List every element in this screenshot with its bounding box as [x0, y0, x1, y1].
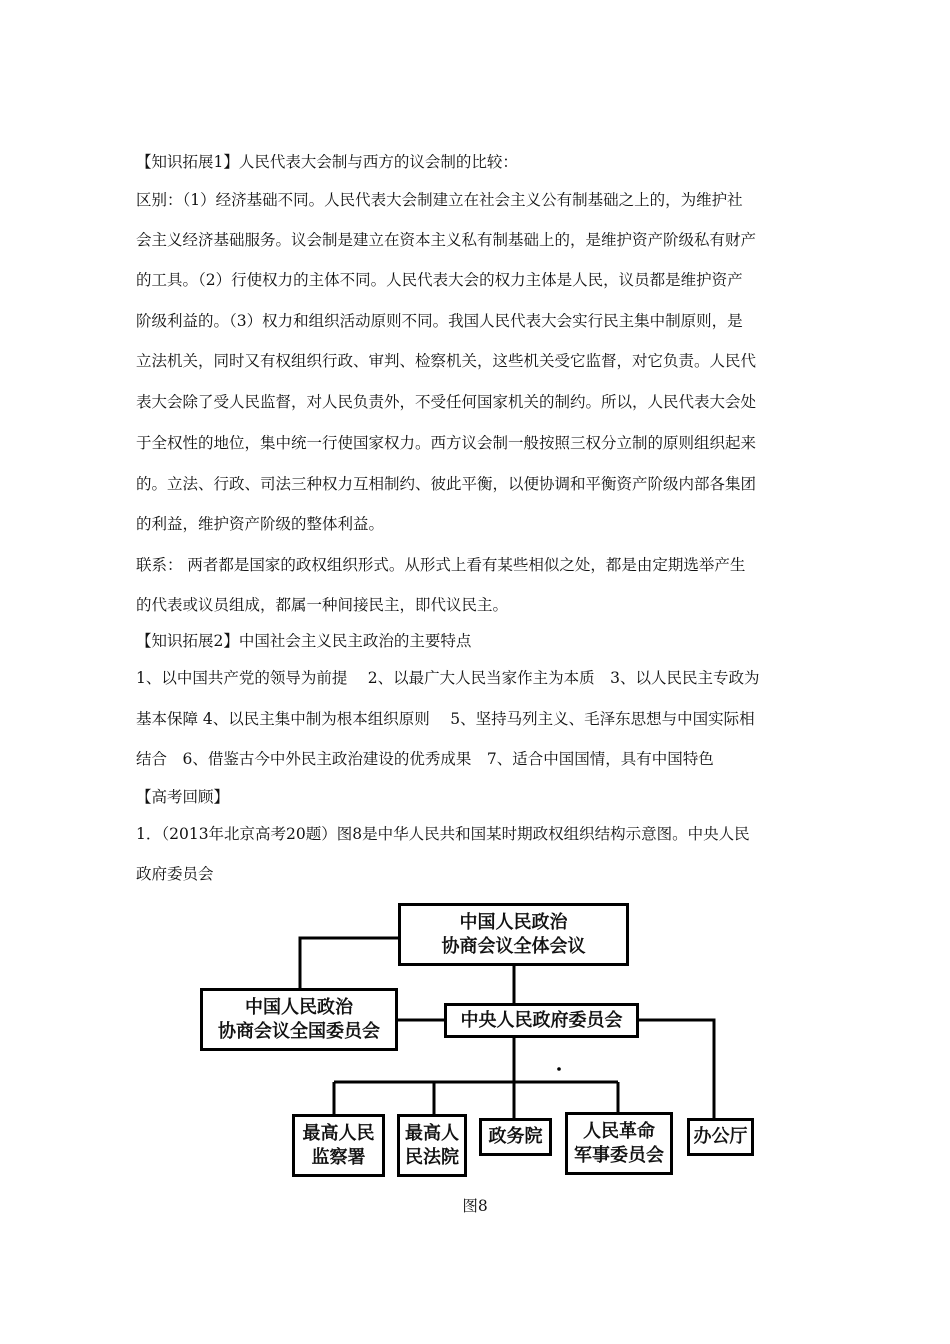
heading-extension-1: 【知识拓展1】人民代表大会制与西方的议会制的比较：	[136, 153, 518, 171]
text-line: 于全权性的地位，集中统一行使国家权力。西方议会制一般按照三权分立制的原则组织起来	[136, 434, 757, 452]
box-central-government-council	[444, 1003, 639, 1038]
box-supreme-court	[397, 1114, 467, 1177]
text-line: 基本保障 4、以民主集中制为根本组织原则 5、坚持马列主义、毛泽东思想与中国实际相	[136, 710, 755, 728]
box-cppcc-plenary	[398, 903, 629, 966]
text-line: 区别：（1）经济基础不同。人民代表大会制建立在社会主义公有制基础之上的，为维护社	[136, 191, 743, 209]
stray-dot	[557, 1067, 561, 1071]
text-line: 联系： 两者都是国家的政权组织形式。从形式上看有某些相似之处，都是由定期选举产生	[136, 556, 746, 574]
text-line: 表大会除了受人民监督，对人民负责外，不受任何国家机关的制约。所以，人民代表大会处	[136, 393, 757, 411]
figure-caption: 图8	[462, 1197, 488, 1215]
box-line: 军事委员会	[574, 1144, 664, 1166]
box-supreme-procuratorate	[292, 1114, 385, 1177]
text-line: 阶级利益的。（3）权力和组织活动原则不同。我国人民代表大会实行民主集中制原则，是	[136, 312, 743, 330]
box-cppcc-national-committee	[200, 988, 398, 1051]
box-line: 人民革命	[583, 1120, 655, 1142]
box-line: 民法院	[405, 1146, 459, 1168]
text-line: 1、以中国共产党的领导为前提 2、以最广大人民当家作主为本质 3、以人民民主专政为	[136, 669, 760, 687]
text-line: 会主义经济基础服务。议会制是建立在资本主义私有制基础上的，是维护资产阶级私有财产	[136, 231, 757, 249]
question-line: 政府委员会	[136, 865, 214, 883]
box-line: 中国人民政治	[459, 911, 568, 933]
box-line: 中央人民政府委员会	[460, 1009, 623, 1031]
text-line: 的。立法、行政、司法三种权力互相制约、彼此平衡，以便协调和平衡资产阶级内部各集团	[136, 475, 757, 493]
box-line: 协商会议全体会议	[441, 935, 586, 957]
heading-extension-2: 【知识拓展2】中国社会主义民主政治的主要特点	[136, 632, 472, 650]
text-line: 的代表或议员组成，都属一种间接民主，即代议民主。	[136, 596, 509, 614]
text-line: 结合 6、借鉴古今中外民主政治建设的优秀成果 7、适合中国国情，具有中国特色	[136, 750, 714, 768]
connector-top-left	[300, 938, 398, 988]
text-line: 的工具。（2）行使权力的主体不同。人民代表大会的权力主体是人民，议员都是维护资产	[136, 271, 743, 289]
box-line: 协商会议全国委员会	[218, 1020, 380, 1042]
box-general-office	[687, 1118, 754, 1156]
question-line: 1．（2013年北京高考20题）图8是中华人民共和国某时期政权组织结构示意图。中央人民	[136, 825, 750, 843]
box-line: 最高人民	[302, 1122, 375, 1144]
box-military-commission	[565, 1112, 673, 1175]
box-government-administration-council	[479, 1118, 552, 1156]
box-line: 最高人	[405, 1122, 459, 1144]
text-line: 的利益，维护资产阶级的整体利益。	[136, 515, 385, 533]
box-line: 监察署	[311, 1146, 366, 1168]
box-line: 中国人民政治	[245, 996, 353, 1018]
text-line: 立法机关，同时又有权组织行政、审判、检察机关，这些机关受它监督，对它负责。人民代	[136, 352, 757, 370]
box-line: 办公厅	[693, 1126, 748, 1147]
heading-exam-review: 【高考回顾】	[136, 788, 230, 806]
connector-center-office	[639, 1020, 714, 1118]
box-line: 政务院	[488, 1126, 543, 1147]
